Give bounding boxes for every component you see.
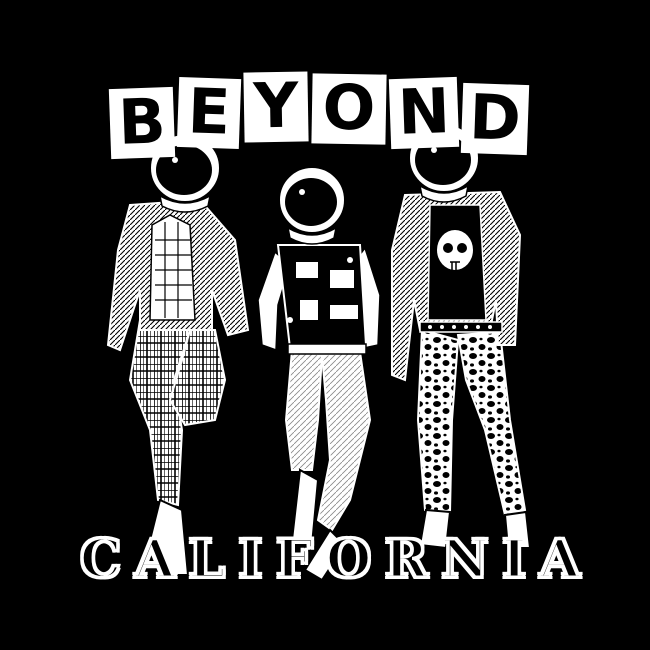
california-letter: O [326, 529, 372, 590]
california-letter: A [134, 529, 176, 590]
beyond-title [110, 68, 530, 159]
beyond-letter: N [389, 77, 459, 149]
california-letter: C [80, 529, 122, 590]
california-letter: A [539, 529, 580, 590]
beyond-letter: Y [243, 71, 308, 142]
california-letter: I [238, 529, 263, 590]
beyond-letter: D [461, 83, 529, 155]
california-letter: L [188, 529, 225, 590]
california-letter: R [384, 529, 428, 590]
california-letter: F [275, 529, 313, 590]
california-title [80, 510, 580, 590]
left-astronaut [108, 134, 248, 575]
right-astronaut [392, 124, 530, 548]
california-letter: N [441, 529, 489, 590]
beyond-letter: E [177, 77, 241, 149]
beyond-letter: O [311, 73, 386, 144]
california-letter: I [501, 529, 527, 590]
beyond-letter: B [109, 87, 175, 159]
